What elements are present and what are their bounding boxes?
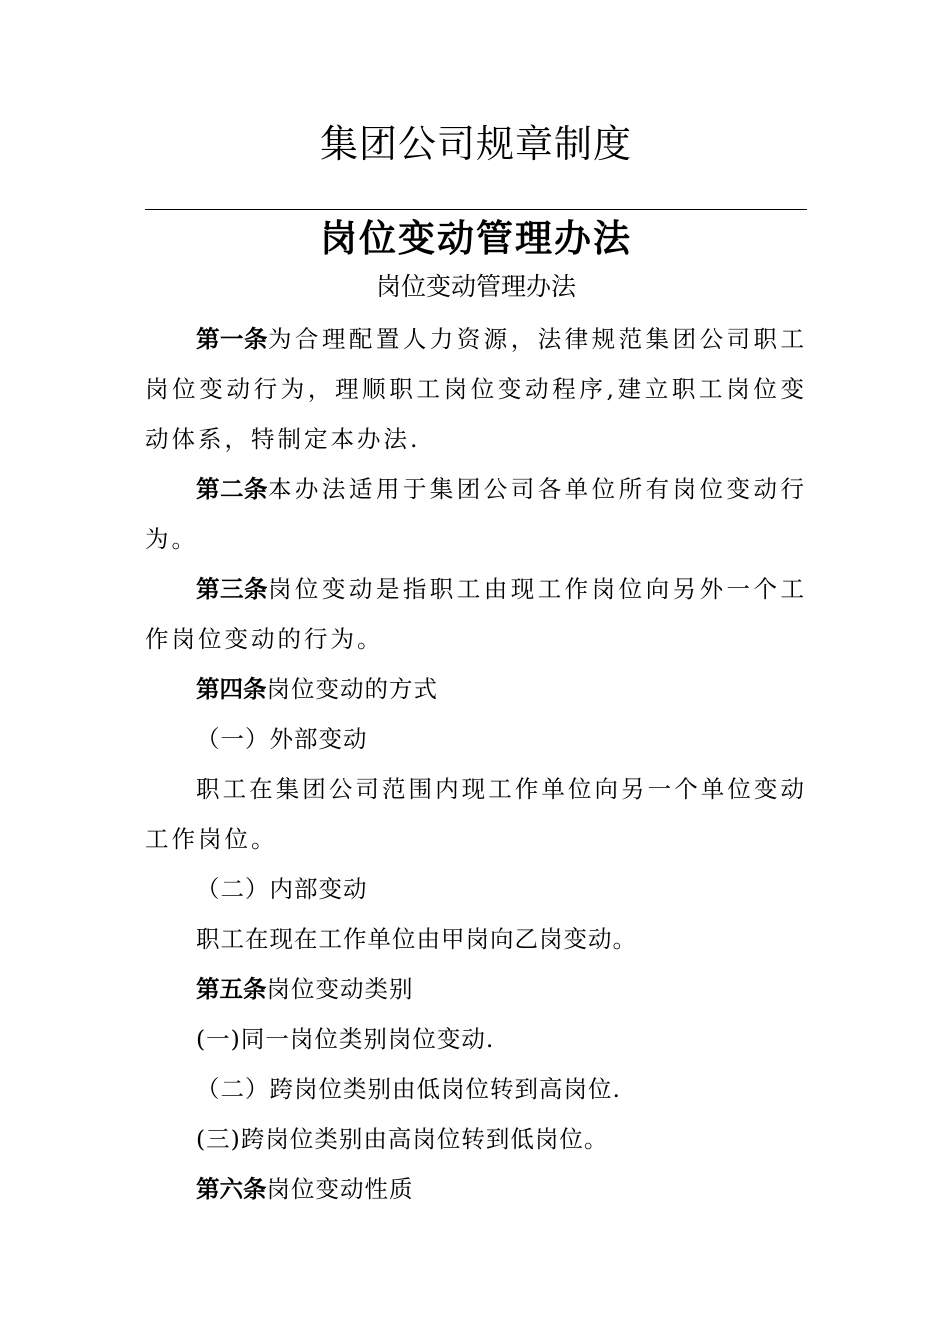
- clause-item: （二）跨岗位类别由低岗位转到高岗位.: [196, 1075, 621, 1103]
- article-text: 岗位变动是指职工由现工作岗位向另外一个工作岗位变动的行为。: [145, 575, 808, 653]
- document-subtitle: 岗位变动管理办法: [375, 272, 576, 301]
- article-text: 岗位变动性质: [266, 1175, 414, 1203]
- clause-item: (一)同一岗位类别岗位变动.: [196, 1025, 495, 1053]
- clause-item: （一）外部变动: [196, 725, 368, 753]
- document-body: [145, 314, 807, 1214]
- clause-text: 职工在集团公司范围内现工作单位向另一个单位变动工作岗位。: [145, 775, 807, 853]
- article-text: 岗位变动类别: [266, 975, 414, 1003]
- clause-text: 职工在现在工作单位由甲岗向乙岗变动。: [196, 925, 637, 953]
- clause-item: （二）内部变动: [196, 875, 368, 903]
- header-rule: [145, 209, 807, 210]
- clause-item: (三)跨岗位类别由高岗位转到低岗位。: [196, 1125, 609, 1153]
- article-3: [145, 564, 807, 664]
- document-title: 岗位变动管理办法: [320, 216, 632, 260]
- article-label: 第二条: [196, 475, 268, 503]
- article-label: 第五条: [196, 975, 267, 1003]
- article-text: 为合理配置人力资源，法律规范集团公司职工岗位变动行为，理顺职工岗位变动程序,建立职工岗位变动体系，特制定本办法.: [145, 325, 808, 453]
- article-label: 第一条: [196, 325, 268, 353]
- article-1: [145, 314, 807, 464]
- article-label: 第四条: [196, 675, 267, 703]
- article-4: [145, 664, 807, 714]
- article-label: 第六条: [196, 1175, 267, 1203]
- article-6: [145, 1164, 807, 1214]
- company-header: 集团公司规章制度: [319, 122, 632, 166]
- article-2: [145, 464, 807, 564]
- article-5: [145, 964, 807, 1014]
- document-page: [145, 0, 807, 1344]
- article-label: 第三条: [196, 575, 268, 603]
- article-text: 本办法适用于集团公司各单位所有岗位变动行为。: [145, 475, 808, 553]
- article-text: 岗位变动的方式: [266, 675, 438, 703]
